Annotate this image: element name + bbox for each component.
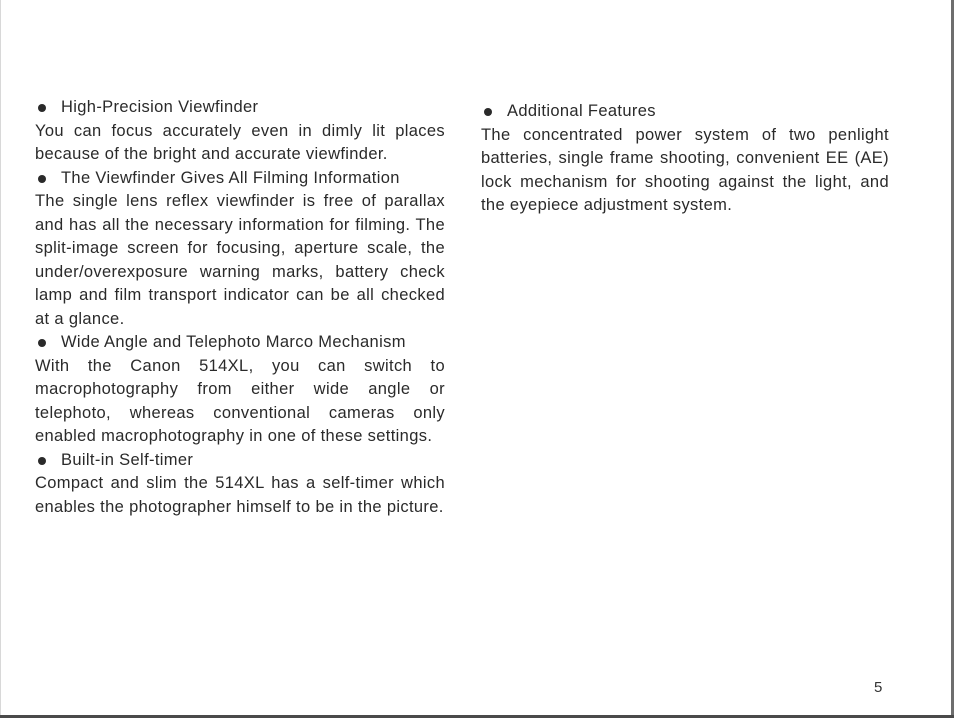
section-body: The concentrated power system of two penlight batteries, single frame shooting, convenient EE (AE) lock mechanism for shooting against the light, and the eyepiece adjustment system. (481, 125, 889, 214)
bullet-icon (38, 104, 46, 112)
bullet-icon (484, 108, 492, 116)
bullet-icon (38, 339, 46, 347)
section-heading (35, 167, 445, 191)
section-heading (481, 100, 889, 124)
right-column (481, 100, 889, 218)
page-edge-left (0, 0, 1, 718)
section-heading-text: High-Precision Viewfinder (61, 98, 259, 116)
section-body: With the Canon 514XL, you can switch to macrophotography from either wide angle or telephoto, whereas conventional cameras only enabled macrophotography in one of these settings. (35, 356, 445, 445)
bullet-icon (38, 457, 46, 465)
section-heading (35, 331, 445, 355)
bullet-icon (38, 175, 46, 183)
page-number: 5 (874, 679, 883, 696)
section-heading-text: Additional Features (507, 102, 656, 120)
section-body: Compact and slim the 514XL has a self-timer which enables the photographer himself to be in the picture. (35, 474, 445, 516)
section-body: The single lens reflex viewfinder is free of parallax and has all the necessary information for filming. The split-image screen for focusing, aperture scale, the under/overexposure warning marks, battery check lamp and film transport indicator can be all checked at a glance. (35, 192, 445, 328)
section-body: You can focus accurately even in dimly lit places because of the bright and accurate viewfinder. (35, 121, 445, 163)
section-heading-text: Built-in Self-timer (61, 450, 194, 469)
section-heading (35, 449, 445, 473)
section-heading-text: Wide Angle and Telephoto Marco Mechanism (61, 333, 406, 351)
section-heading (35, 96, 445, 120)
section-heading-text: The Viewfinder Gives All Filming Information (61, 168, 400, 187)
left-column (35, 96, 445, 519)
